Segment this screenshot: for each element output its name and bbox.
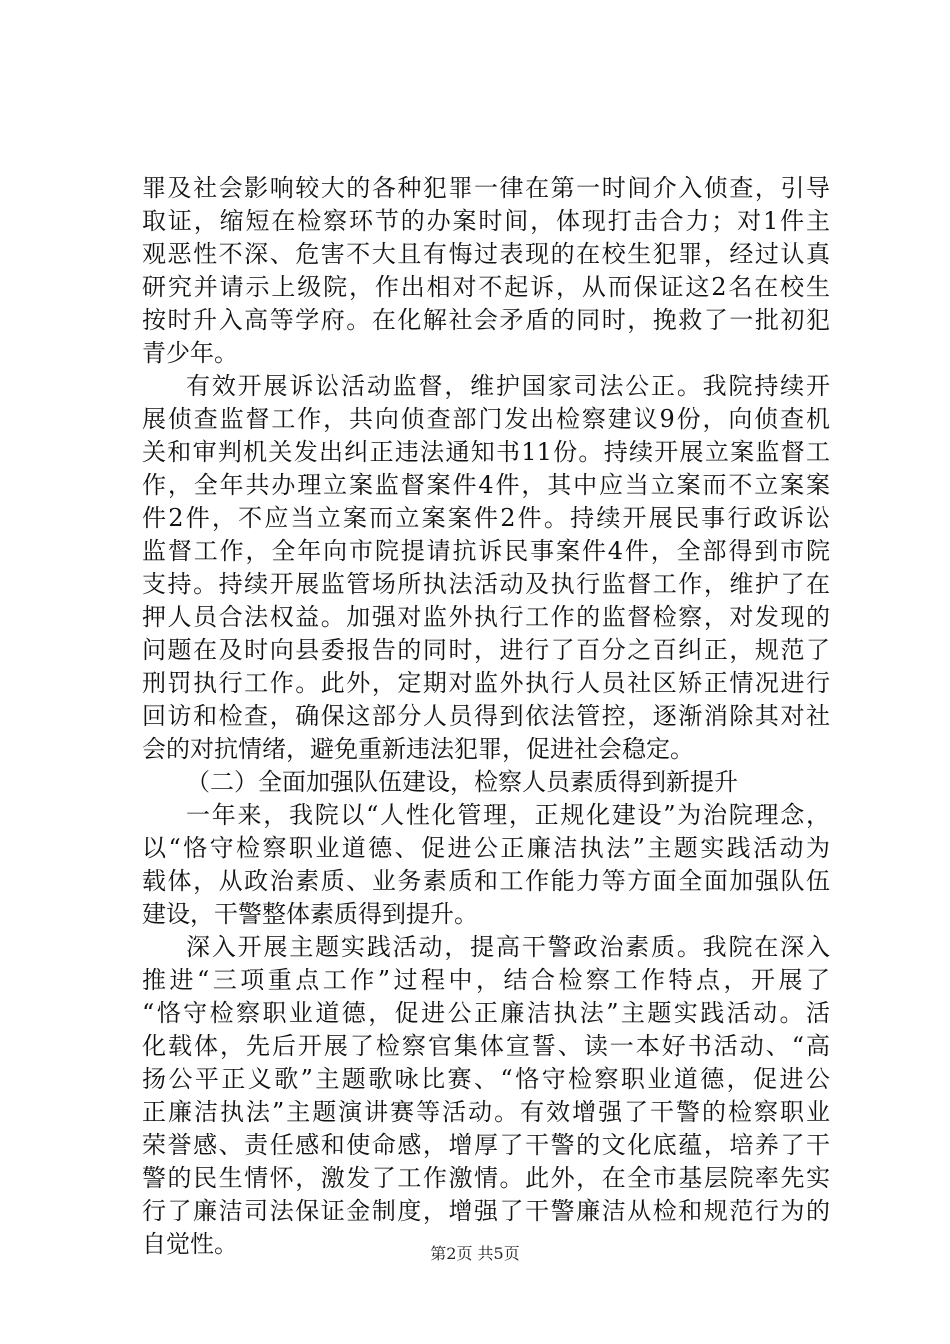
text-line: 关和审判机关发出纠正违法通知书11份。持续开展立案监督工 bbox=[142, 438, 830, 466]
text-line: 一年来，我院以“人性化管理，正规化建设”为治院理念， bbox=[186, 801, 830, 829]
text-line: 按时升入高等学府。在化解社会矛盾的同时，挽救了一批初犯 bbox=[142, 306, 830, 334]
text-line: 刑罚执行工作。此外，定期对监外执行人员社区矫正情况进行 bbox=[142, 669, 830, 697]
text-line: 支持。持续开展监管场所执法活动及执行监督工作，维护了在 bbox=[142, 570, 830, 598]
text-line: 问题在及时向县委报告的同时，进行了百分之百纠正，规范了 bbox=[142, 636, 830, 664]
text-line: 载体，从政治素质、业务素质和工作能力等方面全面加强队伍 bbox=[142, 867, 830, 895]
text-line: 警的民生情怀，激发了工作激情。此外，在全市基层院率先实 bbox=[142, 1164, 830, 1192]
text-line: 回访和检查，确保这部分人员得到依法管控，逐渐消除其对社 bbox=[142, 702, 830, 730]
paragraph bbox=[142, 799, 830, 931]
text-line: 建设，干警整体素质得到提升。 bbox=[142, 900, 478, 928]
text-line: 行了廉洁司法保证金制度，增强了干警廉洁从检和规范行为的 bbox=[142, 1197, 830, 1225]
text-line: 化载体，先后开展了检察官集体宣誓、读一本好书活动、“高 bbox=[142, 1032, 830, 1060]
text-line: 青少年。 bbox=[142, 339, 238, 367]
text-line: 研究并请示上级院，作出相对不起诉，从而保证这2名在校生 bbox=[142, 273, 830, 301]
text-line: “恪守检察职业道德，促进公正廉洁执法”主题实践活动。活 bbox=[142, 999, 830, 1027]
paragraph bbox=[142, 931, 830, 1261]
text-line: 以“恪守检察职业道德、促进公正廉洁执法”主题实践活动为 bbox=[142, 834, 830, 862]
text-line: 深入开展主题实践活动，提高干警政治素质。我院在深入 bbox=[186, 933, 830, 961]
paragraph bbox=[142, 370, 830, 766]
text-line: 作，全年共办理立案监督案件4件，其中应当立案而不立案案 bbox=[142, 471, 830, 499]
page-number: 第2页 共5页 bbox=[430, 1244, 520, 1263]
text-line: 展侦查监督工作，共向侦查部门发出检察建议9份，向侦查机 bbox=[142, 405, 830, 433]
text-line: 观恶性不深、危害不大且有悔过表现的在校生犯罪，经过认真 bbox=[142, 240, 830, 268]
document-body bbox=[142, 172, 830, 1261]
text-line: 自觉性。 bbox=[142, 1230, 238, 1258]
text-line: 押人员合法权益。加强对监外执行工作的监督检察，对发现的 bbox=[142, 603, 830, 631]
text-line: 罪及社会影响较大的各种犯罪一律在第一时间介入侦查，引导 bbox=[142, 174, 830, 202]
section-heading bbox=[142, 766, 830, 799]
text-line: 件2件，不应当立案而立案案件2件。持续开展民事行政诉讼 bbox=[142, 504, 830, 532]
text-line: 荣誉感、责任感和使命感，增厚了干警的文化底蕴，培养了干 bbox=[142, 1131, 830, 1159]
text-line: 监督工作，全年向市院提请抗诉民事案件4件，全部得到市院 bbox=[142, 537, 830, 565]
section-heading-text: （二）全面加强队伍建设，检察人员素质得到新提升 bbox=[186, 768, 738, 796]
text-line: 扬公平正义歌”主题歌咏比赛、“恪守检察职业道德，促进公 bbox=[142, 1065, 830, 1093]
page-footer bbox=[0, 1244, 950, 1264]
text-line: 有效开展诉讼活动监督，维护国家司法公正。我院持续开 bbox=[186, 372, 830, 400]
text-line: 正廉洁执法”主题演讲赛等活动。有效增强了干警的检察职业 bbox=[142, 1098, 830, 1126]
text-line: 推进“三项重点工作”过程中，结合检察工作特点，开展了 bbox=[142, 966, 830, 994]
text-line: 会的对抗情绪，避免重新违法犯罪，促进社会稳定。 bbox=[142, 735, 694, 763]
paragraph bbox=[142, 172, 830, 370]
text-line: 取证，缩短在检察环节的办案时间，体现打击合力；对1件主 bbox=[142, 207, 830, 235]
